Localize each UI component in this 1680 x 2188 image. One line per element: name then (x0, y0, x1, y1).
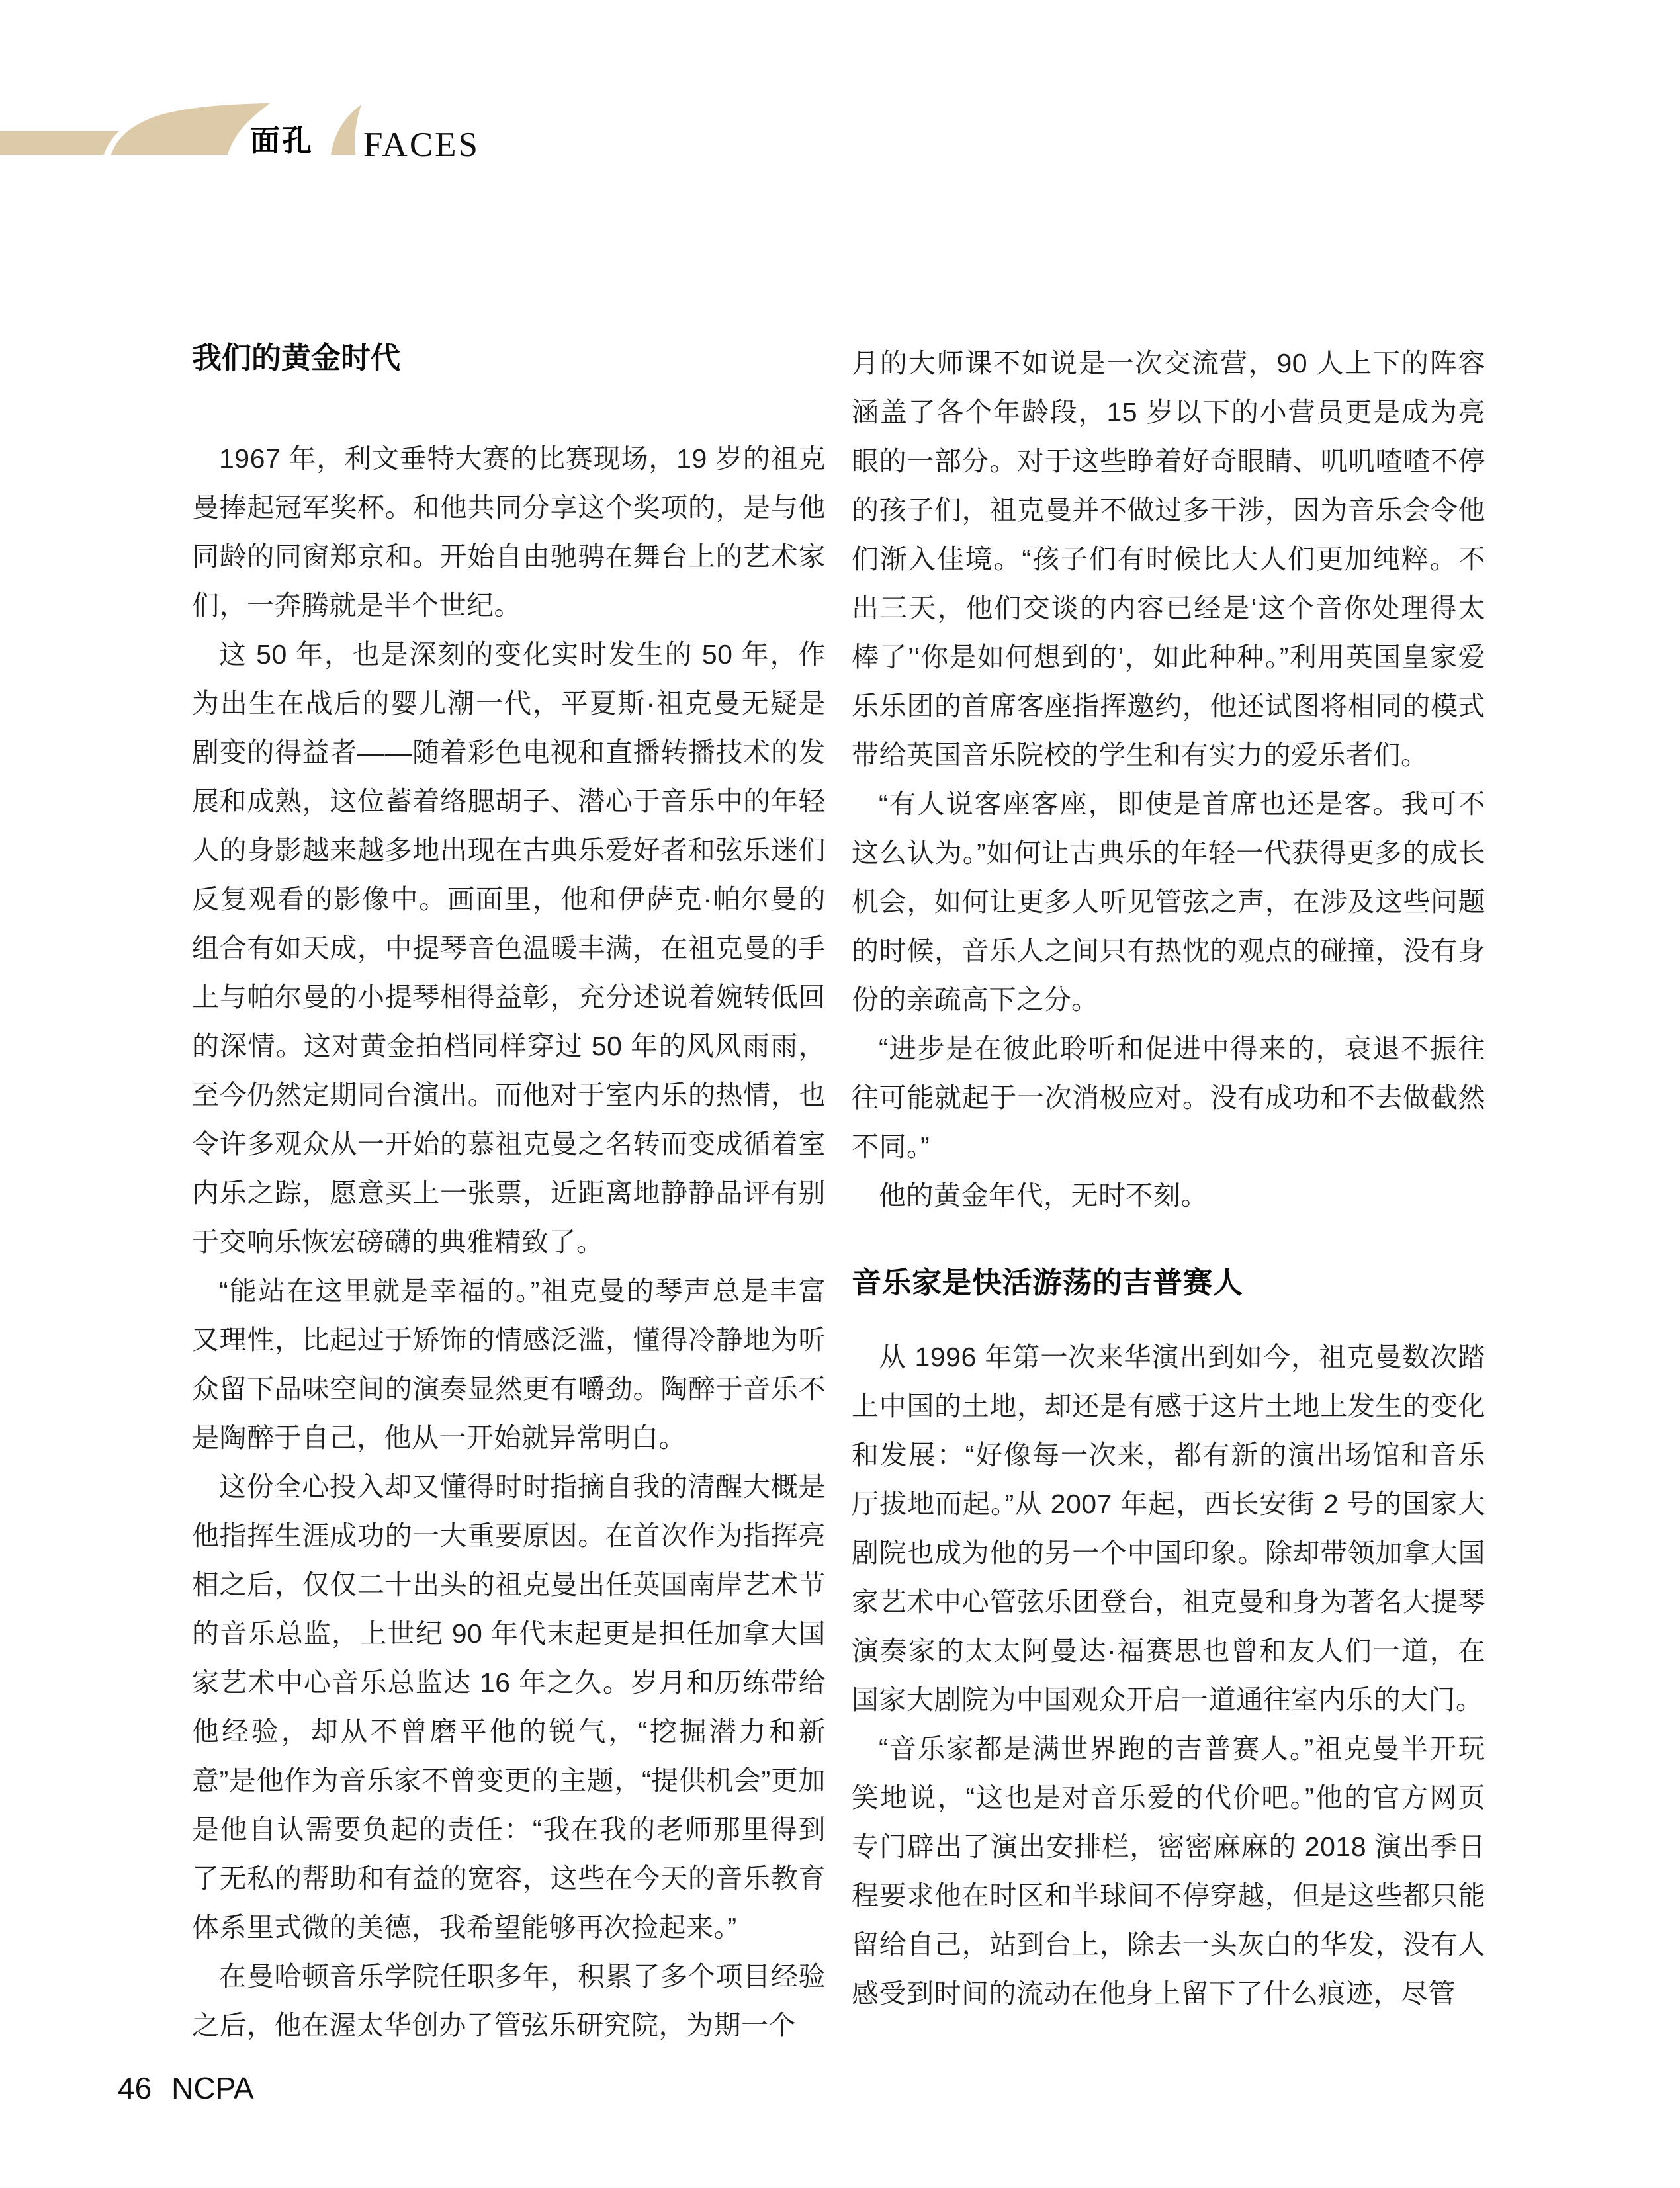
header-crescent-shape (331, 105, 361, 155)
paragraph: “音乐家都是满世界跑的吉普赛人。”祖克曼半开玩笑地说，“这也是对音乐爱的代价吧。”他的官方网页专门辟出了演出安排栏，密密麻麻的 2018 演出季日程要求他在时区和半球间不停穿越，但是这些都只能留给自己，站到台上，除去一头灰白的华发，没有人感受到时间的流动在他身上留下了什么痕迹，尽管 (852, 1733, 1485, 2009)
paragraph: “进步是在彼此聆听和促进中得来的，衰退不振往往可能就起于一次消极应对。没有成功和不去做截然不同。” (852, 1033, 1485, 1162)
article-heading-gypsy: 音乐家是快活游荡的吉普赛人 (852, 1266, 1243, 1299)
section-title-chinese: 面孔 (250, 124, 314, 157)
paragraph: 1967 年，利文垂特大赛的比赛现场，19 岁的祖克曼捧起冠军奖杯。和他共同分享这个奖项的，是与他同龄的同窗郑京和。开始自由驰骋在舞台上的艺术家们，一奔腾就是半个世纪。 (192, 443, 826, 621)
page-footer (118, 2073, 254, 2103)
paragraph: 他的黄金年代，无时不刻。 (879, 1180, 1208, 1211)
paragraph: “能站在这里就是幸福的。”祖克曼的琴声总是丰富又理性，比起过于矫饰的情感泛滥，懂得冷静地为听众留下品味空间的演奏显然更有嚼劲。陶醉于音乐不是陶醉于自己，他从一开始就异常明白。 (192, 1276, 826, 1453)
paragraph: “有人说客座客座，即使是首席也还是客。我可不这么认为。”如何让古典乐的年轻一代获得更多的成长机会，如何让更多人听见管弦之声，在涉及这些问题的时候，音乐人之间只有热忱的观点的碰撞，没有身份的亲疏高下之分。 (852, 789, 1485, 1015)
header-band-shape (0, 131, 119, 155)
left-column (192, 434, 826, 2050)
section-title-english: FACES (363, 126, 480, 164)
article-heading-golden-age: 我们的黄金时代 (192, 341, 401, 374)
page-number: 46 (118, 2071, 152, 2105)
header-leaf-shape (111, 103, 270, 155)
paragraph: 在曼哈顿音乐学院任职多年，积累了多个项目经验之后，他在渥太华创办了管弦乐研究院，为期一个 (192, 1961, 826, 2040)
right-column (852, 339, 1485, 2018)
paragraph: 月的大师课不如说是一次交流营，90 人上下的阵容涵盖了各个年龄段，15 岁以下的小营员更是成为亮眼的一部分。对于这些睁着好奇眼睛、叽叽喳喳不停的孩子们，祖克曼并不做过多干涉，因为音乐会令他们渐入佳境。“孩子们有时候比大人们更加纯粹。不出三天，他们交谈的内容已经是‘这个音你处理得太棒了’‘你是如何想到的’，如此种种。”利用英国皇家爱乐乐团的首席客座指挥邀约，他还试图将相同的模式带给英国音乐院校的学生和有实力的爱乐者们。 (852, 348, 1485, 770)
magazine-brand: NCPA (171, 2071, 254, 2105)
paragraph: 这份全心投入却又懂得时时指摘自我的清醒大概是他指挥生涯成功的一大重要原因。在首次作为指挥亮相之后，仅仅二十出头的祖克曼出任英国南岸艺术节的音乐总监，上世纪 90 年代末起更是担任加拿大国家艺术中心音乐总监达 16 年之久。岁月和历练带给他经验，却从不曾磨平他的锐气，“挖掘潜力和新意”是他作为音乐家不曾变更的主题，“提供机会”更加是他自认需要负起的责任：“我在我的老师那里得到了无私的帮助和有益的宽容，这些在今天的音乐教育体系里式微的美德，我希望能够再次捡起来。” (192, 1471, 826, 1943)
paragraph: 这 50 年，也是深刻的变化实时发生的 50 年，作为出生在战后的婴儿潮一代，平夏斯·祖克曼无疑是剧变的得益者——随着彩色电视和直播转播技术的发展和成熟，这位蓄着络腮胡子、潜心于音乐中的年轻人的身影越来越多地出现在古典乐爱好者和弦乐迷们反复观看的影像中。画面里，他和伊萨克·帕尔曼的组合有如天成，中提琴音色温暖丰满，在祖克曼的手上与帕尔曼的小提琴相得益彰，充分述说着婉转低回的深情。这对黄金拍档同样穿过 50 年的风风雨雨，至今仍然定期同台演出。而他对于室内乐的热情，也令许多观众从一开始的慕祖克曼之名转而变成循着室内乐之踪，愿意买上一张票，近距离地静静品评有别于交响乐恢宏磅礴的典雅精致了。 (192, 639, 826, 1257)
paragraph: 从 1996 年第一次来华演出到如今，祖克曼数次踏上中国的土地，却还是有感于这片土地上发生的变化和发展：“好像每一次来，都有新的演出场馆和音乐厅拔地而起。”从 2007 年起，西长安街 2 号的国家大剧院也成为他的另一个中国印象。除却带领加拿大国家艺术中心管弦乐团登台，祖克曼和身为著名大提琴演奏家的太太阿曼达·福赛思也曾和友人们一道，在国家大剧院为中国观众开启一道通往室内乐的大门。 (852, 1342, 1485, 1715)
